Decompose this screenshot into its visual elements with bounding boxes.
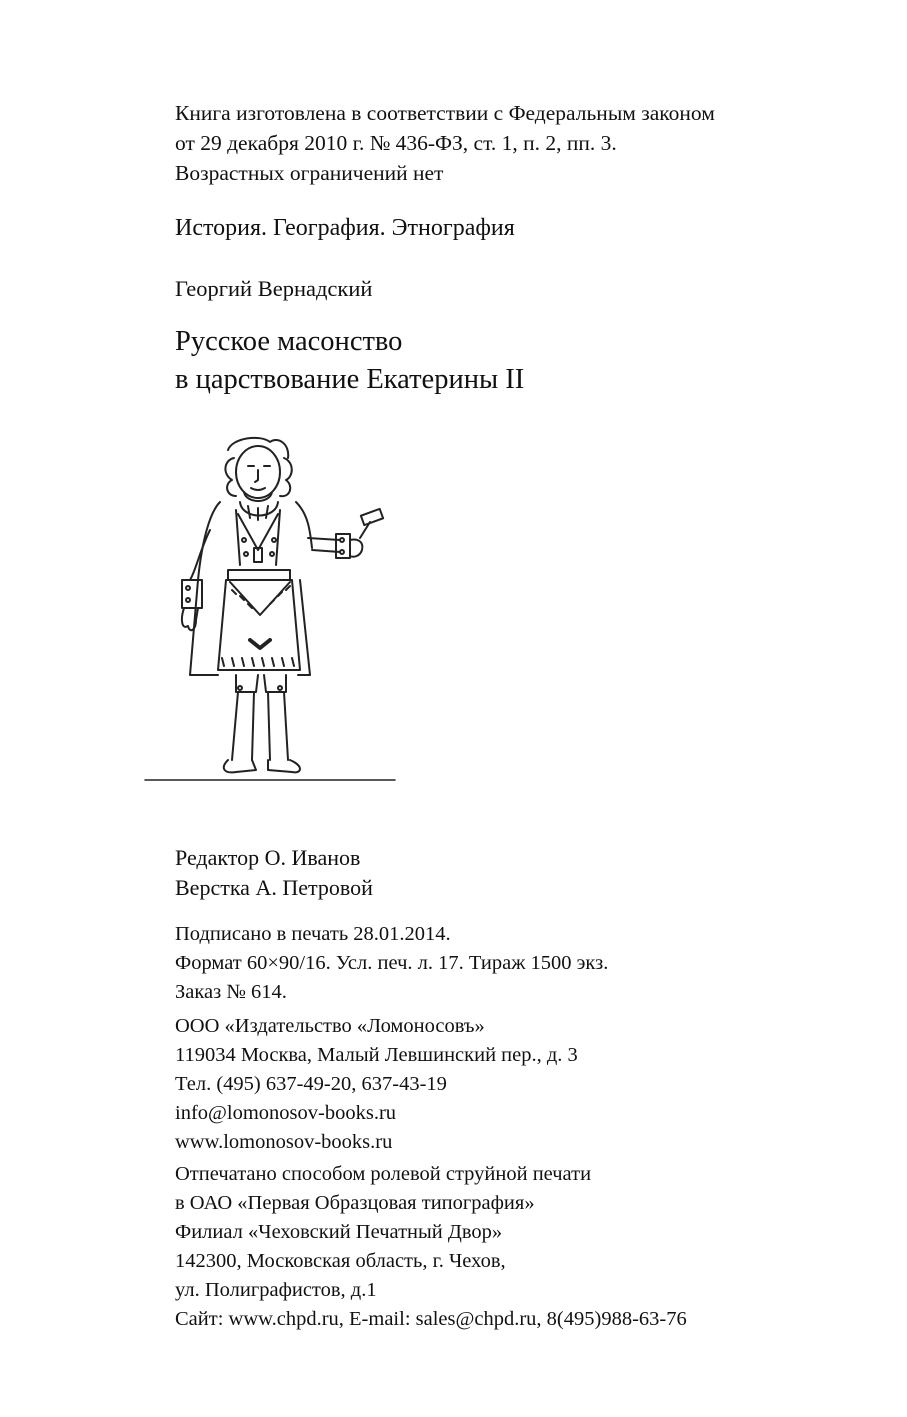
printer-info-line: Отпечатано способом ролевой струйной печати	[175, 1163, 592, 1185]
credits	[175, 843, 847, 903]
legal-notice-line: от 29 декабря 2010 г. № 436-ФЗ, ст. 1, п. 2, пп. 3.	[175, 131, 617, 155]
publisher-phone: Тел. (495) 637-49-20, 637-43-19	[175, 1073, 447, 1095]
layout-credit: Верстка А. Петровой	[175, 875, 373, 900]
editor-credit: Редактор О. Иванов	[175, 845, 361, 870]
author-name: Георгий Вернадский	[175, 276, 373, 301]
book-title-line: Русское масонство	[175, 326, 403, 357]
publisher-name: ООО «Издательство «Ломоносовъ»	[175, 1015, 485, 1037]
print-info-line: Формат 60×90/16. Усл. печ. л. 17. Тираж 1500 экз.	[175, 952, 609, 974]
print-info-line: Подписано в печать 28.01.2014.	[175, 923, 451, 945]
book-title	[175, 323, 847, 399]
publisher-website: www.lomonosov-books.ru	[175, 1131, 393, 1153]
legal-notice-line: Возрастных ограничений нет	[175, 161, 444, 185]
publisher-email: info@lomonosov-books.ru	[175, 1102, 397, 1124]
legal-notice	[175, 98, 847, 188]
printer-info-line: 142300, Московская область, г. Чехов,	[175, 1250, 506, 1272]
printer-contacts: Сайт: www.chpd.ru, E-mail: sales@chpd.ru, 8(495)988-63-76	[175, 1308, 687, 1330]
freemason-figure-illustration	[140, 430, 400, 785]
printer-info-line: Филиал «Чеховский Печатный Двор»	[175, 1221, 503, 1243]
printer-info	[175, 1160, 847, 1334]
print-info-line: Заказ № 614.	[175, 981, 287, 1003]
freemason-figure-icon	[140, 430, 400, 785]
series-name: История. География. Этнография	[175, 215, 515, 241]
printer-info-line: ул. Полиграфистов, д.1	[175, 1279, 377, 1301]
publisher-address: 119034 Москва, Малый Левшинский пер., д. 3	[175, 1044, 578, 1066]
legal-notice-line: Книга изготовлена в соответствии с Федеральным законом	[175, 101, 715, 125]
book-title-line: в царствование Екатерины II	[175, 364, 525, 395]
publisher-info	[175, 1012, 847, 1157]
printer-info-line: в ОАО «Первая Образцовая типография»	[175, 1192, 535, 1214]
print-info	[175, 920, 847, 1007]
